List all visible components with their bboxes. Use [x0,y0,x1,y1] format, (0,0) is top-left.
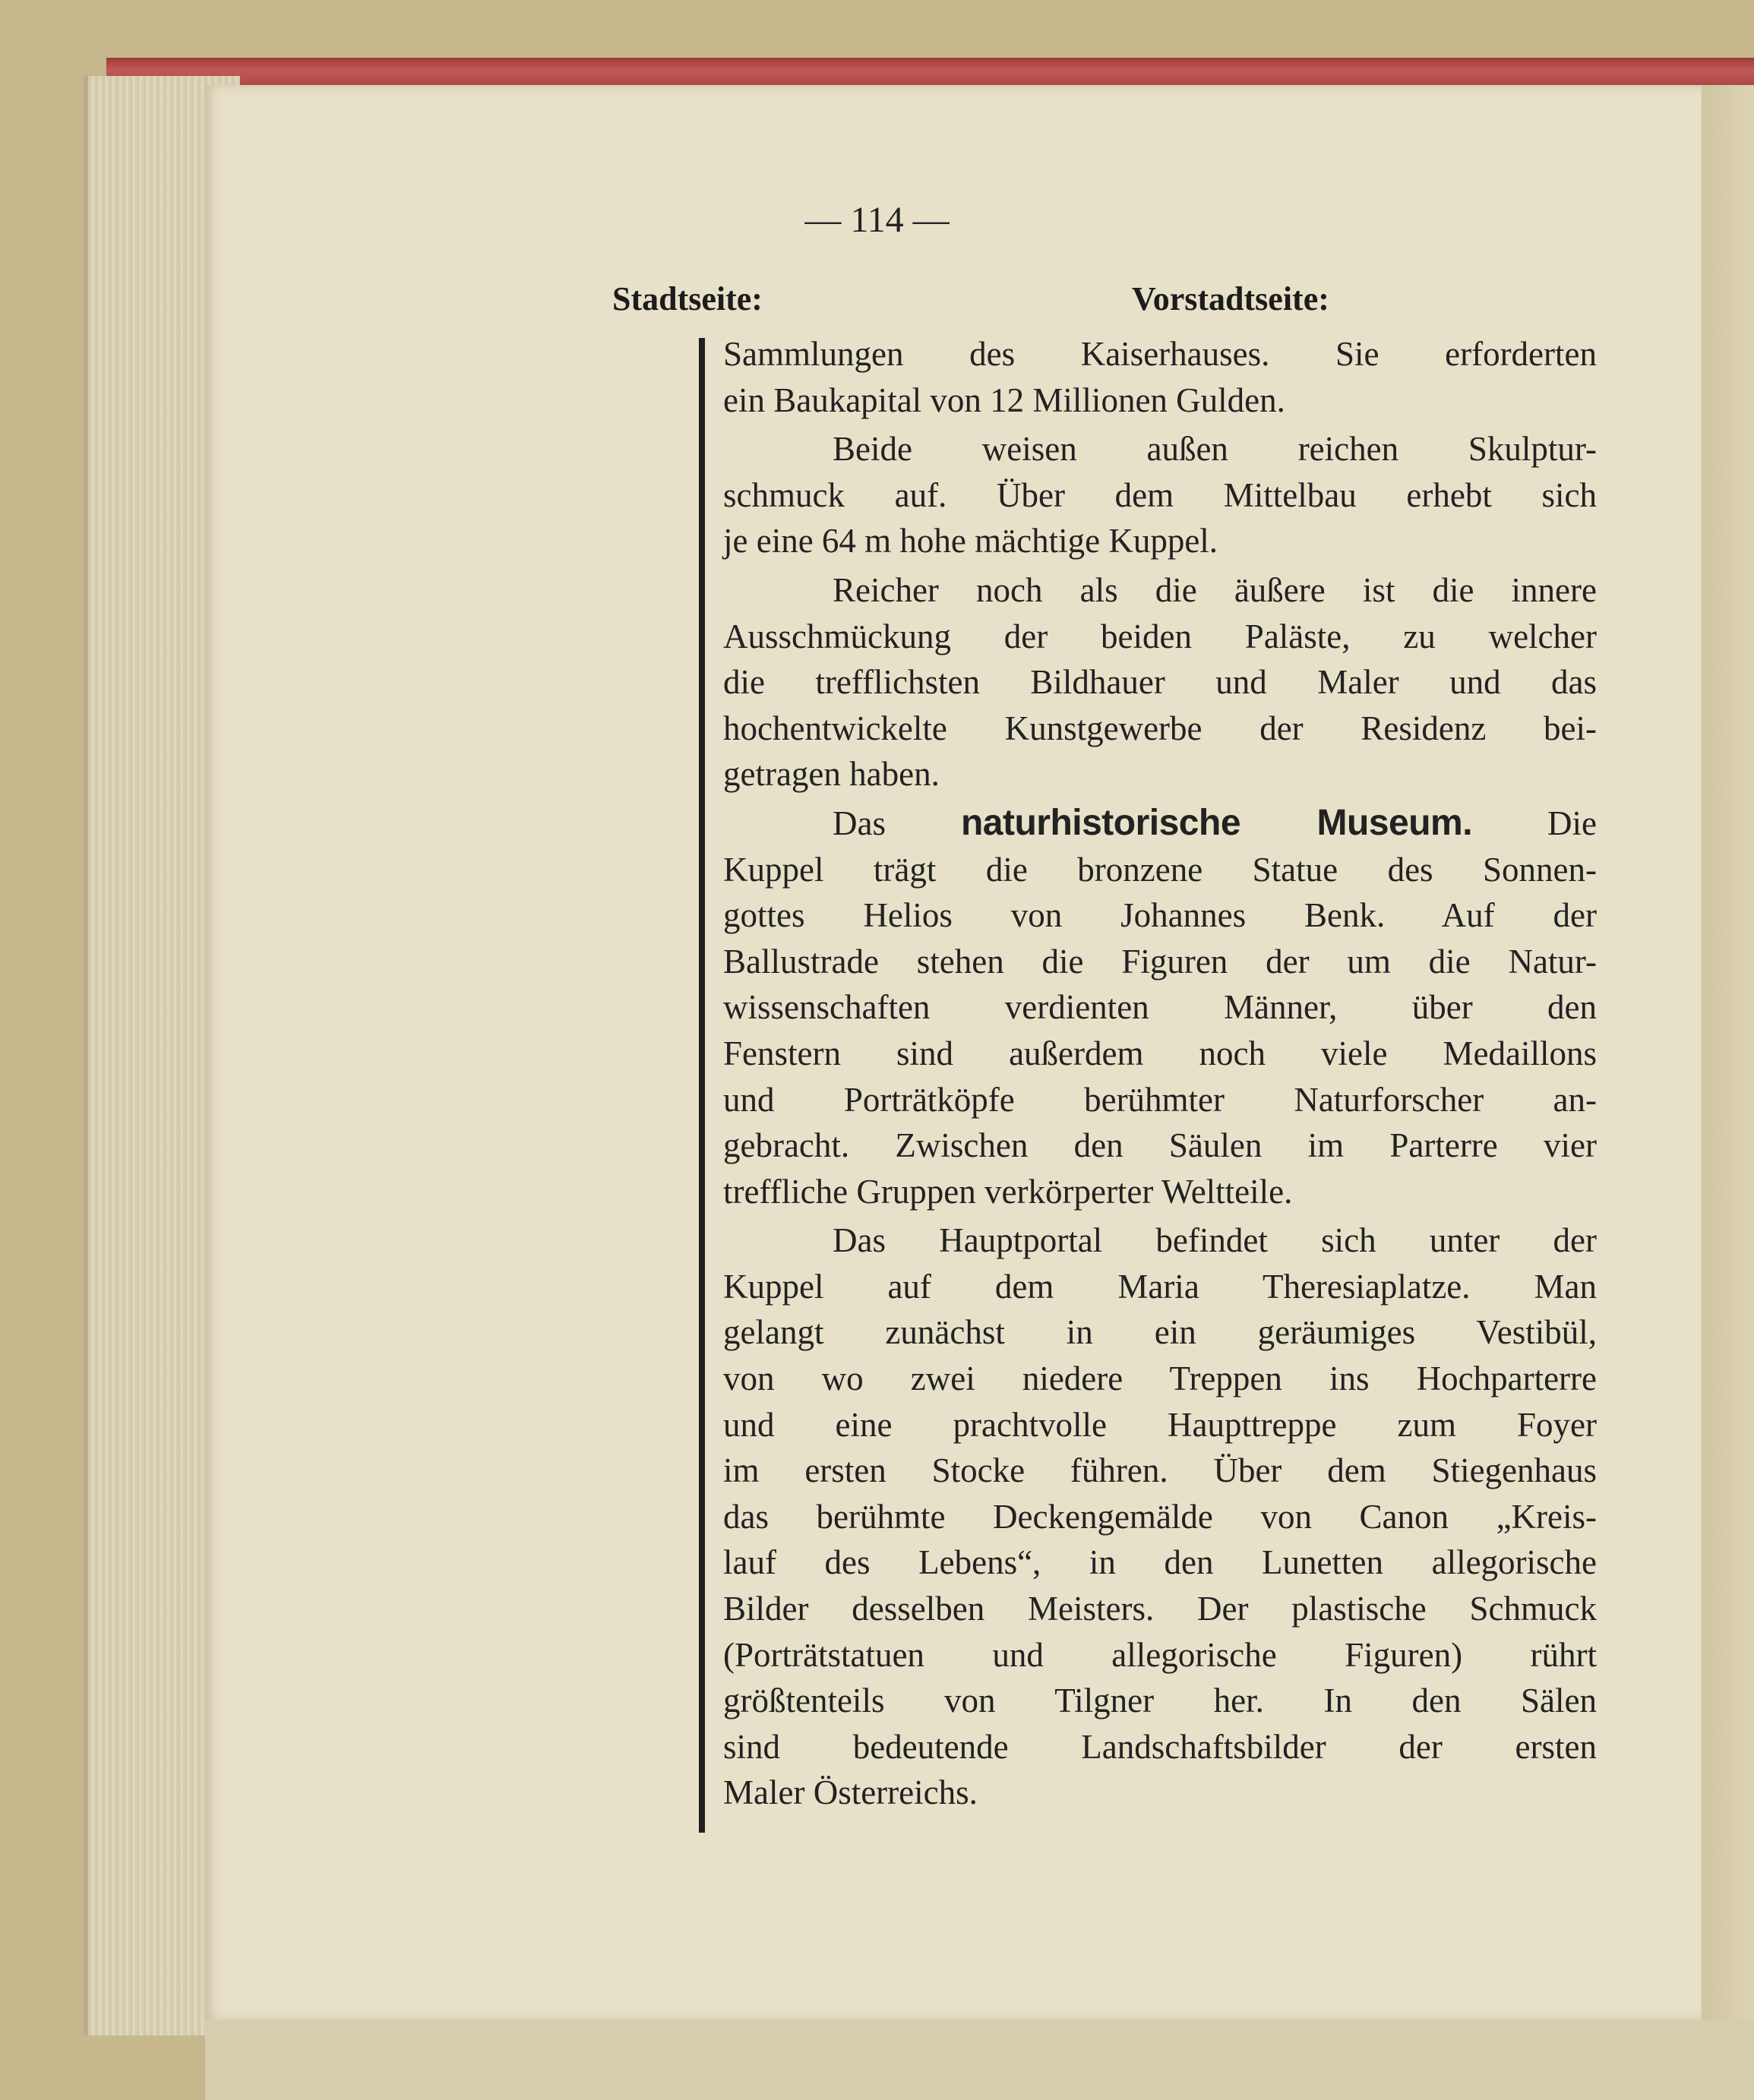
column-rule [699,338,705,1833]
text-line: gelangt zunächst in ein geräumiges Vestibül, [723,1313,1597,1352]
text-line: Beide weisen außen reichen Skulptur- [833,430,1597,469]
text-line: je eine 64 m hohe mächtige Kuppel. [723,522,1218,561]
text-line: wissenschaften verdienten Männer, über den [723,988,1597,1027]
text-line: von wo zwei niedere Treppen ins Hochparterre [723,1359,1597,1398]
page-number: — 114 — [804,200,950,240]
text-line: sind bedeutende Landschaftsbilder der ersten [723,1727,1597,1766]
text-line: im ersten Stocke führen. Über dem Stiegenhaus [723,1451,1597,1490]
text-line: Ausschmückung der beiden Paläste, zu welcher [723,617,1597,655]
text-line: Maler Österreichs. [723,1773,978,1812]
text-line: das berühmte Deckengemälde von Canon „Kreis- [723,1497,1597,1536]
text-line: die trefflichsten Bildhauer und Maler und das [723,663,1597,702]
text-line: Kuppel auf dem Maria Theresiaplatze. Man [723,1267,1597,1306]
column-header-vorstadtseite: Vorstadtseite: [1132,280,1329,317]
text-line: größtenteils von Tilgner her. In den Sälen [723,1682,1597,1720]
text-line: treffliche Gruppen verkörperter Weltteile. [723,1172,1293,1211]
column-header-stadtseite: Stadtseite: [612,280,763,317]
text-line: Ballustrade stehen die Figuren der um die Natur- [723,942,1597,981]
text-line: und eine prachtvolle Haupttreppe zum Foyer [723,1405,1597,1444]
text-line: gebracht. Zwischen den Säulen im Parterre vier [723,1126,1597,1165]
text-line: Kuppel trägt die bronzene Statue des Sonnen- [723,850,1597,889]
text-line: ein Baukapital von 12 Millionen Gulden. [723,381,1285,419]
book-cover-edge [106,58,1754,88]
text-fragment: Das [833,804,886,842]
text-line: gottes Helios von Johannes Benk. Auf der [723,896,1597,935]
text-line: (Porträtstatuen und allegorische Figuren) rührt [723,1635,1597,1674]
museum-heading-line [723,801,1597,847]
body-text [723,331,1597,1816]
text-line: hochentwickelte Kunstgewerbe der Residenz bei- [723,709,1597,747]
text-line: Reicher noch als die äußere ist die innere [833,570,1597,609]
text-line: Sammlungen des Kaiserhauses. Sie erforderten [723,335,1597,373]
text-fragment: Die [1547,804,1598,842]
text-line: und Porträtköpfe berühmter Naturforscher an- [723,1080,1597,1119]
text-line: Bilder desselben Meisters. Der plastische Schmuck [723,1590,1597,1628]
facing-page-edge [1702,85,1754,2020]
text-line: getragen haben. [723,755,940,794]
text-line: Fenstern sind außerdem noch viele Medaillons [723,1034,1597,1072]
text-line: schmuck auf. Über dem Mittelbau erhebt sich [723,475,1597,514]
page-bottom-edge [205,2020,1754,2100]
section-heading: naturhistorische Museum. [960,802,1473,843]
text-line: Das Hauptportal befindet sich unter der [833,1221,1597,1260]
text-line: lauf des Lebens“, in den Lunetten allegorische [723,1543,1597,1582]
